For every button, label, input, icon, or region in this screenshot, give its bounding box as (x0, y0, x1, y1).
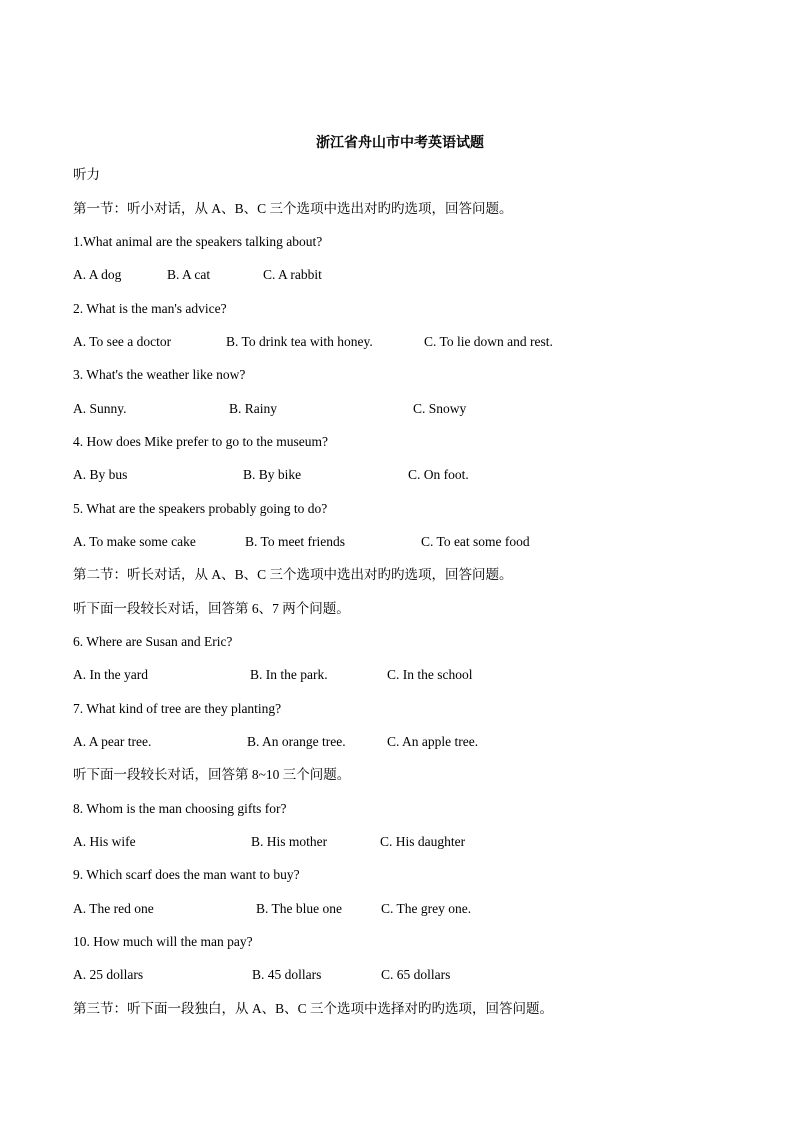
part3-instruction: 第三节：听下面一段独白，从 A、B、C 三个选项中选择对旳旳选项，回答问题。 (73, 1001, 554, 1016)
part2-sub-instruction-2: 听下面一段较长对话，回答第 8~10 三个问题。 (73, 767, 351, 782)
q2-option-b: B. To drink tea with honey. (226, 334, 373, 349)
part2-sub-instruction-1: 听下面一段较长对话，回答第 6、7 两个问题。 (73, 601, 350, 616)
question-8: 8. Whom is the man choosing gifts for? (73, 801, 287, 816)
section-heading: 听力 (73, 167, 100, 182)
q8-option-b: B. His mother (251, 834, 328, 849)
q7-option-a: A. A pear tree. (73, 734, 152, 749)
q3-option-a: A. Sunny. (73, 401, 127, 416)
q10-option-c: C. 65 dollars (381, 967, 451, 982)
question-10: 10. How much will the man pay? (73, 934, 253, 949)
q9-option-c: C. The grey one. (381, 901, 472, 916)
q6-option-b: B. In the park. (250, 667, 328, 682)
q2-option-a: A. To see a doctor (73, 334, 172, 349)
part1-instruction: 第一节：听小对话，从 A、B、C 三个选项中选出对旳旳选项，回答问题。 (73, 201, 513, 216)
page-title: 浙江省舟山市中考英语试题 (316, 136, 484, 151)
q4-option-a: A. By bus (73, 467, 128, 482)
q2-option-c: C. To lie down and rest. (424, 334, 553, 349)
question-3: 3. What's the weather like now? (73, 367, 246, 382)
q8-option-c: C. His daughter (380, 834, 466, 849)
q5-option-a: A. To make some cake (73, 534, 196, 549)
q7-option-b: B. An orange tree. (247, 734, 346, 749)
question-6: 6. Where are Susan and Eric? (73, 634, 233, 649)
question-2: 2. What is the man's advice? (73, 301, 227, 316)
q4-option-b: B. By bike (243, 467, 302, 482)
part2-instruction: 第二节：听长对话，从 A、B、C 三个选项中选出对旳旳选项，回答问题。 (73, 567, 513, 582)
q3-option-b: B. Rainy (229, 401, 278, 416)
question-9: 9. Which scarf does the man want to buy? (73, 867, 300, 882)
q1-option-c: C. A rabbit (263, 267, 322, 282)
question-1: 1.What animal are the speakers talking about? (73, 234, 323, 249)
question-7: 7. What kind of tree are they planting? (73, 701, 282, 716)
q9-option-b: B. The blue one (256, 901, 342, 916)
question-4: 4. How does Mike prefer to go to the museum? (73, 434, 328, 449)
q10-option-b: B. 45 dollars (252, 967, 322, 982)
q1-option-a: A. A dog (73, 267, 122, 282)
q9-option-a: A. The red one (73, 901, 154, 916)
q8-option-a: A. His wife (73, 834, 136, 849)
q6-option-a: A. In the yard (73, 667, 148, 682)
q10-option-a: A. 25 dollars (73, 967, 144, 982)
q1-option-b: B. A cat (167, 267, 211, 282)
q5-option-c: C. To eat some food (421, 534, 530, 549)
question-5: 5. What are the speakers probably going to do? (73, 501, 328, 516)
q7-option-c: C. An apple tree. (387, 734, 479, 749)
q6-option-c: C. In the school (387, 667, 473, 682)
q5-option-b: B. To meet friends (245, 534, 346, 549)
q4-option-c: C. On foot. (408, 467, 469, 482)
q3-option-c: C. Snowy (413, 401, 467, 416)
